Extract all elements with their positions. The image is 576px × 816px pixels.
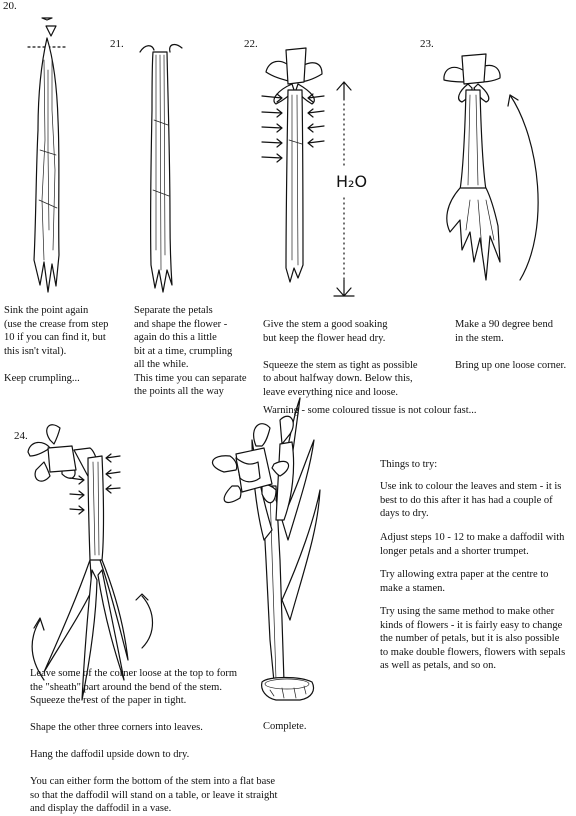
warning-text: Warning - some coloured tissue is not colour fast... [263, 405, 477, 416]
step-24-number: 24. [14, 430, 28, 442]
step-22-text: Give the stem a good soaking but keep the flower head dry. Squeeze the stem as tight as possible to about halfway down. Below this, leave everything nice and loose. [263, 319, 418, 398]
things-to-try-item: Adjust steps 10 - 12 to make a daffodil with longer petals and a shorter trumpet. [380, 532, 565, 557]
step-21-text: Separate the petals and shape the flower - again do this a little bit at a time, crumpling all the while. This time you can separate the points all the way [134, 305, 247, 397]
step-20-stem-illustration [28, 18, 66, 292]
step-23-flower-illustration [444, 54, 538, 280]
step-20-number: 20. [3, 0, 17, 12]
complete-label: Complete. [263, 721, 307, 732]
step-21-number: 21. [110, 38, 124, 50]
complete-daffodil-illustration [213, 398, 320, 700]
things-to-try-item: Try using the same method to make other kinds of flowers - it is fairly easy to change the number of petals, but it is also possible to make double flowers, flowers with sepals as well as petals, and so on. [380, 606, 566, 671]
water-label: H₂O [336, 172, 368, 191]
step-24-flower-illustration [28, 425, 153, 700]
things-to-try-item: Try allowing extra paper at the centre to make a stamen. [380, 569, 549, 594]
step-20-text: Sink the point again (use the crease from step 10 if you can find it, but this isn't vital). Keep crumpling... [4, 305, 109, 384]
step-24-text: Leave some of the corner loose at the top to form the "sheath" part around the bend of the stem. Squeeze the rest of the paper in tight. Shape the other three corners into leaves. Hang the daffodil upside down to dry. You can either form the bottom of the stem into a flat base so that the daffodil will stand on a table, or leave it straight and display the daffodil in a vase. [30, 668, 278, 814]
things-to-try-heading: Things to try: [380, 459, 438, 470]
step-22-number: 22. [244, 38, 258, 50]
step-22-flower-illustration [266, 48, 322, 282]
step-23-text: Make a 90 degree bend in the stem. Bring up one loose corner. [455, 319, 567, 371]
step-23-number: 23. [420, 38, 434, 50]
step-21-stem-illustration [140, 45, 182, 292]
things-to-try-item: Use ink to colour the leaves and stem - it is best to do this after it has had a couple of days to dry. [380, 481, 562, 519]
